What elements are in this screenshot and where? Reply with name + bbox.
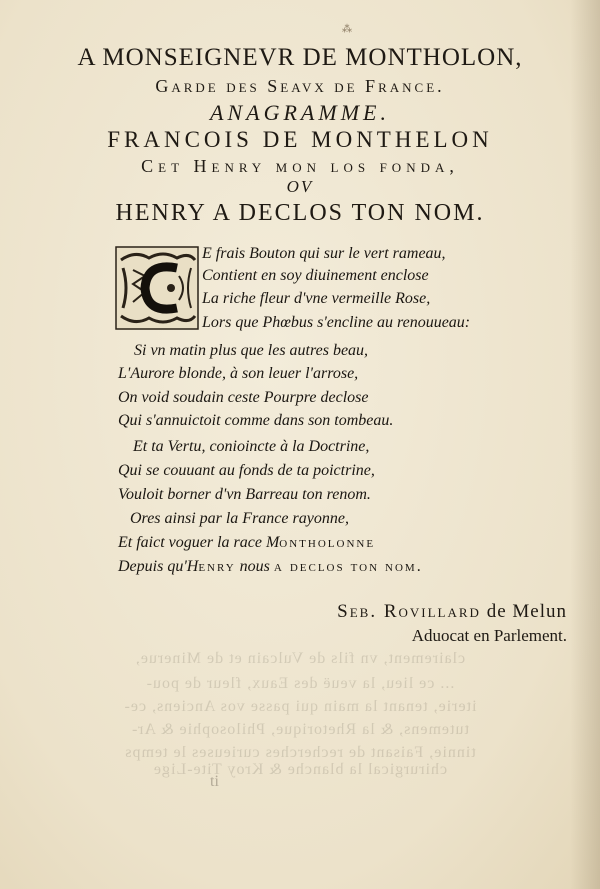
poem-line-smallcaps: enry [198,558,236,575]
author-title: Aduocat en Parlement. [411,626,567,645]
bleed-through-line: iterie, tenant la main qui passe vos Anciens, ce- [123,698,477,715]
poem-line-smallcaps: ontholonne [279,534,376,551]
bleed-through-line: tutemens, & la Rhetorique, Philosophie & Ar- [131,721,469,738]
poem-line-part: nous [235,558,274,575]
bleed-catchword: ti [210,773,219,790]
office-subheading: Garde des Seavx de France. [155,76,445,96]
poem-line: Ores ainsi par la France rayonne, [130,510,349,527]
anagram-two: HENRY A DECLOS TON NOM. [115,200,485,226]
signature-mark: ⁂ [342,24,352,35]
poem-line [118,557,423,577]
anagram-title: ANAGRAMME. [210,100,390,125]
poem-line: E frais Bouton qui sur le vert rameau, [202,245,446,262]
dedication-heading: A MONSEIGNEVR DE MONTHOLON, [77,44,523,71]
bleed-through-line: ... ce lieu, la veuë des Eaux, fleur de pou- [145,675,455,692]
poem-line: Qui se couuant au fonds de ta poictrine, [118,462,375,479]
ornamental-initial-c-icon [115,246,199,330]
poem-line: On void soudain ceste Pourpre declose [118,389,369,406]
poem-line-smallcaps: a declos ton nom. [273,558,423,575]
poem-line: Contient en soy diuinement enclose [202,267,429,284]
anagram-one: Cet Henry mon los fonda, [141,156,459,176]
poem-line: La riche fleur d'vne vermeille Rose, [202,290,431,307]
author-origin: de Melun [480,601,567,622]
poem-line: Qui s'annuictoit comme dans son tombeau. [118,412,394,429]
poem-line-part: Et faict voguer la race M [118,534,280,551]
bleed-through-line: tinnie, Faisant de recherches curieuses le temps [124,744,476,761]
poem-line [118,533,375,553]
bleed-through-line: clairement, vn fils de Vulcain et de Minerue, [134,650,466,667]
ou-connector: OV [286,177,314,196]
name-line: FRANCOIS DE MONTHELON [107,127,493,152]
bleed-through-line: chirurgical la blanche & Kroy Tite-Lige [152,761,448,778]
author-signature [337,601,567,623]
poem-line-part: Depuis qu'H [118,558,199,575]
poem-line: Et ta Vertu, conioincte à la Doctrine, [133,438,370,455]
poem-line: Si vn matin plus que les autres beau, [134,342,369,359]
poem-line: L'Aurore blonde, à son leuer l'arrose, [118,365,359,382]
poem-line: Lors que Phœbus s'encline au renouueau: [202,314,471,331]
poem-line: Vouloit borner d'vn Barreau ton renom. [118,486,371,503]
author-name: Seb. Rovillard [337,601,481,622]
